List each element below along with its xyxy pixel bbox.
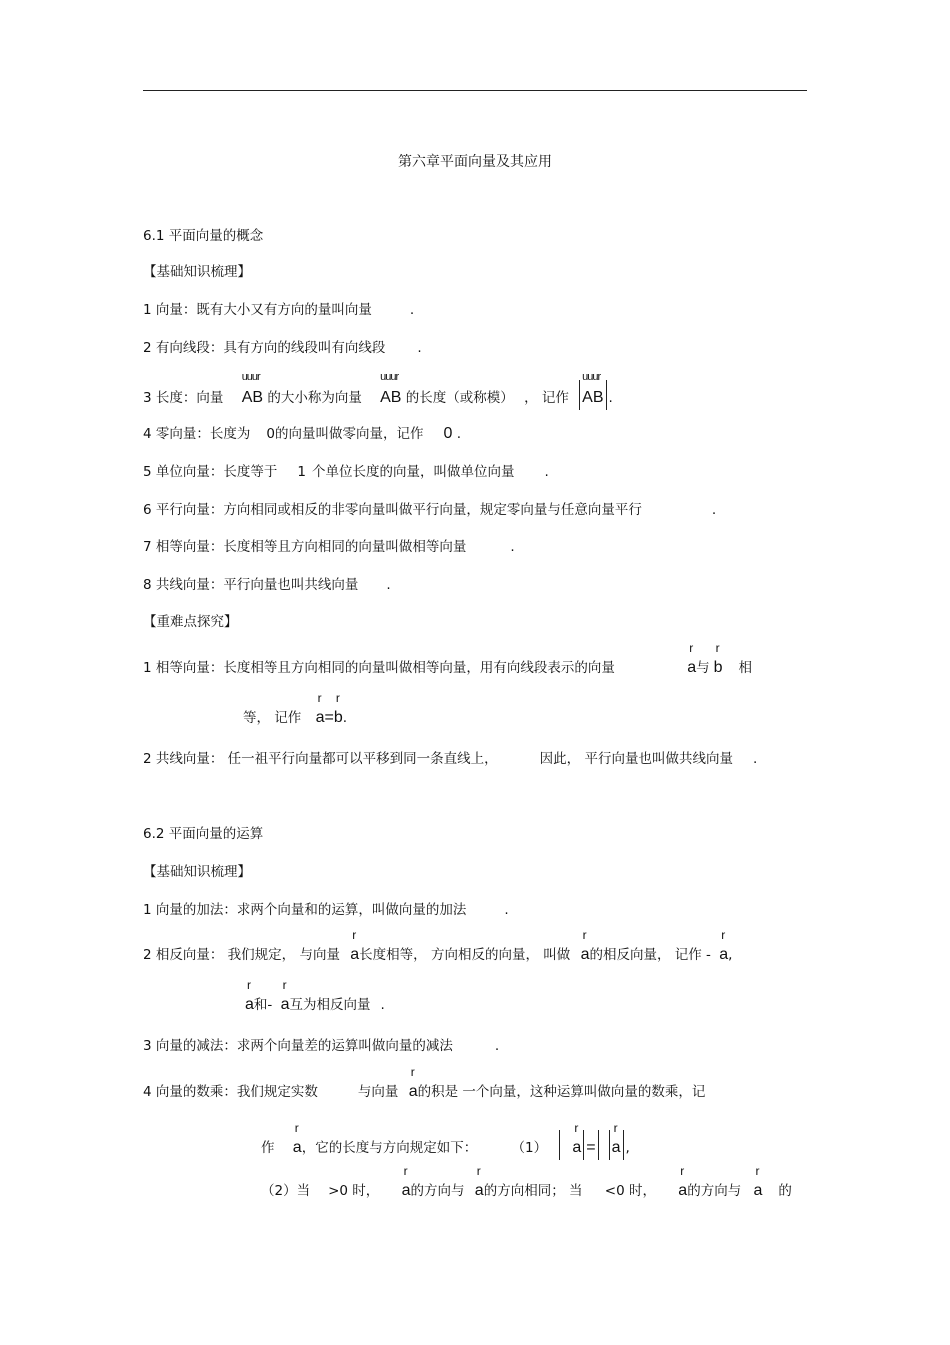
item-parallel-vector-def: 6 平行向量：方向相同或相反的非零向量叫做平行向量，规定零向量与任意向量平行 . xyxy=(143,502,717,518)
vector-b: r b xyxy=(713,641,723,676)
chapter-title: 第六章平面向量及其应用 xyxy=(398,154,552,170)
vector-ab-1: uuur AB xyxy=(241,371,264,406)
item-collinear-vector-def: 8 共线向量：平行向量也叫共线向量 . xyxy=(143,577,391,593)
item-directed-segment-def: 2 有向线段：具有方向的线段叫有向线段 . xyxy=(143,340,422,356)
section-6-2-basic-heading: 【基础知识梳理】 xyxy=(143,864,251,880)
vector-ab-2: uuur AB xyxy=(380,371,402,406)
item-vector-def: 1 向量：既有大小又有方向的量叫向量 . xyxy=(143,302,415,318)
header-rule xyxy=(143,90,807,91)
item-zero-vector-def: 4 零向量：长度为 0的向量叫做零向量，记作 0 . xyxy=(143,425,461,442)
section-6-1-key-heading: 【重难点探究】 xyxy=(143,614,238,630)
key-item-equal-vectors: 1 相等向量：长度相等且方向相同的向量叫做相等向量，用有向线段表示的向量 r a与 r b 相 xyxy=(143,641,752,676)
item-scalar-multiplication: 4 向量的数乘：我们规定实数 与向量 r a的积是 一个向量，这种运算叫做向量的数乘，记 xyxy=(143,1065,706,1100)
section-6-1-heading: 6.1 平面向量的概念 xyxy=(143,228,264,244)
key-item-equal-vectors-cont: 等， 记作 r a= r b. xyxy=(243,691,348,726)
item-scalar-multiplication-cont: 作 r a，它的长度与方向规定如下： （1） r a = r a , xyxy=(261,1130,630,1160)
vector-a: r a xyxy=(687,641,697,676)
section-6-1-basic-heading: 【基础知识梳理】 xyxy=(143,264,251,280)
item-opposite-vector-cont: r a和- r a互为相反向量 . xyxy=(245,978,385,1013)
item-vector-addition: 1 向量的加法：求两个向量和的运算，叫做向量的加法 . xyxy=(143,902,509,918)
item-opposite-vector: 2 相反向量： 我们规定， 与向量 r a长度相等， 方向相反的向量， 叫做 r a的相反向量， 记作 - r a, xyxy=(143,928,733,963)
item-scalar-direction-rule: （2）当 >0 时， r a的方向与 r a的方向相同； 当 <0 时， r a的方向与 r a 的 xyxy=(261,1164,792,1199)
item-unit-vector-def: 5 单位向量：长度等于 1 个单位长度的向量，叫做单位向量 . xyxy=(143,464,549,480)
section-6-2-heading: 6.2 平面向量的运算 xyxy=(143,826,264,842)
key-item-collinear-vectors: 2 共线向量： 任一祖平行向量都可以平移到同一条直线上， 因此， 平行向量也叫做共线向量 . xyxy=(143,751,758,767)
item-vector-subtraction: 3 向量的减法：求两个向量差的运算叫做向量的减法 . xyxy=(143,1038,500,1054)
item-equal-vector-def: 7 相等向量：长度相等且方向相同的向量叫做相等向量 . xyxy=(143,539,515,555)
item-length-def: 3 长度：向量 uuur AB 的大小称为向量 uuur AB 的长度（或称模） ， 记作 uuur AB . xyxy=(143,380,613,410)
vector-ab-modulus: uuur AB xyxy=(582,371,604,406)
